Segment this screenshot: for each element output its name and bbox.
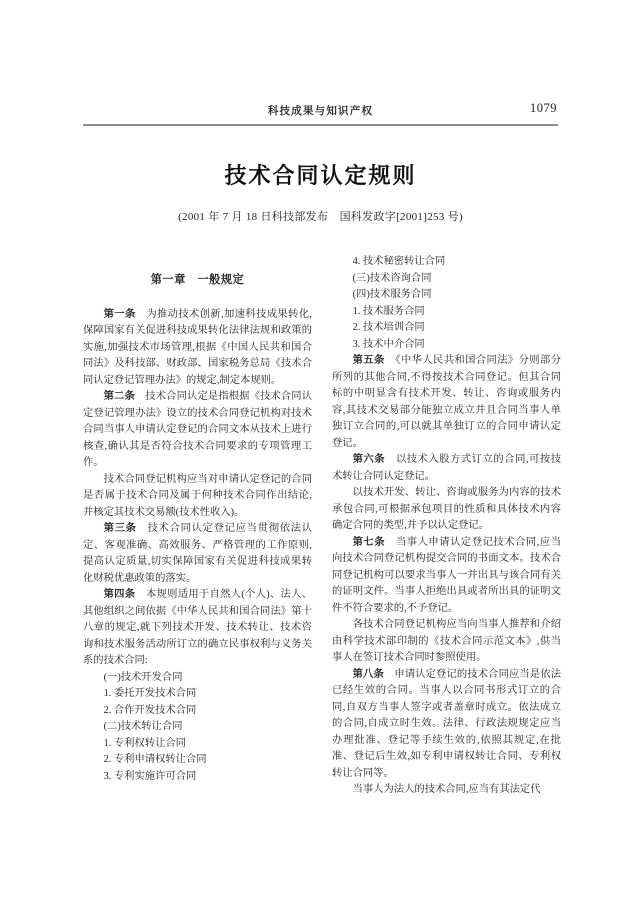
article-label: 第四条 xyxy=(103,589,146,600)
list-item: (三)技术咨询合同 xyxy=(352,272,432,284)
running-header-title: 科技成果与知识产权 xyxy=(267,105,374,117)
paragraph-text: 申请认定登记的技术合同应当是依法已经生效的合同。当事人以合同书形式订立的合同,自双方当事人签字或者盖章时成立。依法成立的合同,自成立时生效。法律、行政法规规定应当办理批准、登记等手续生效的,依照其规定,在批准、登记后生效,如专利申请权转让合同、专利权转让合同等。 xyxy=(332,668,562,779)
list-item: 3. 技术中介合同 xyxy=(352,338,425,350)
chapter-heading: 第一章 一般规定 xyxy=(150,274,245,286)
article-paragraph xyxy=(332,782,561,799)
paragraph-text: 为推动技术创新,加速科技成果转化,保障国家有关促进科技成果转化法律法规和政策的实施,加强技术市场管理,根据《中国人民共和国合同法》及科技部、财政部、国家税务总局《技术合同认定登记管理办法》的规定,制定本规则。 xyxy=(83,308,313,386)
paragraph-text: 技术合同认定是指根据《技术合同认定登记管理办法》设立的技术合同登记机构对技术合同当事人申请认定登记的合同文本从技术上进行核查,确认其是否符合技术合同要求的专项管理工作。 xyxy=(83,391,313,468)
list-item: (四)技术服务合同 xyxy=(352,289,432,300)
article-label: 第三条 xyxy=(103,523,148,534)
document-issuance-line: (2001 年 7 月 18 日科技部发布 国科发政字[2001]253 号) xyxy=(178,211,463,223)
article-label: 第七条 xyxy=(352,536,396,548)
paragraph-text: 技术合同登记机构应当对申请认定登记的合同是否属于技术合同及属于何种技术合同作出结论,并核定其技术交易额(技术性收入)。 xyxy=(83,473,312,518)
paragraph-text: 《中华人民共和国合同法》分则部分所列的其他合同,不得按技术合同登记。但其合同标的中明显含有技术开发、转让、咨询或服务内容,其技术交易部分能独立成立并且合同当事人单独订立合同的,可以就其单独订立的合同申请认定登记。 xyxy=(332,355,561,449)
list-item: (二)技术转让合同 xyxy=(103,721,183,732)
paragraph-text: 技术合同认定登记应当贯彻依法认定、客观准确、高效服务、严格管理的工作原则,提高认定质量,切实保障国家有关促进科技成果转化财税优惠政策的落实。 xyxy=(83,523,313,584)
paragraph-text: 以技术入股方式订立的合同,可按技术转让合同认定登记。 xyxy=(332,454,562,482)
list-item: 1. 专利权转让合同 xyxy=(103,737,186,749)
list-item: 2. 技术培训合同 xyxy=(352,322,425,333)
list-item: 1. 委托开发技术合同 xyxy=(103,688,197,699)
list-item: 3. 专利实施许可合同 xyxy=(103,770,197,782)
article-paragraph xyxy=(332,535,561,618)
article-paragraph xyxy=(83,389,312,472)
paragraph-text: 当事人申请认定登记技术合同,应当向技术合同登记机构提交合同的书面文本。技术合同登记机构可以要求当事人一并出具与该合同有关的证明文件。当事人拒绝出具或者所出具的证明文件不符合要求的,不予登记。 xyxy=(332,536,562,614)
running-header xyxy=(83,101,558,121)
list-item: (一)技术开发合同 xyxy=(103,671,183,683)
article-paragraph xyxy=(83,521,312,587)
article-paragraph xyxy=(83,307,312,390)
article-paragraph xyxy=(332,452,561,485)
paragraph-text: 本规则适用于自然人(个人)、法人、其他组织之间依据《中华人民共和国合同法》第十八章的规定,就下列技术开发、技术转让、技术咨询和技术服务活动所订立的确立民事权利与义务关系的技术合同: xyxy=(83,589,313,666)
article-label: 第六条 xyxy=(352,454,396,465)
list-item: 4. 技术秘密转让合同 xyxy=(352,256,446,267)
list-item: 2. 合作开发技术合同 xyxy=(103,704,197,716)
article-label: 第二条 xyxy=(103,391,146,402)
article-paragraph xyxy=(332,485,561,535)
list-item: 1. 技术服务合同 xyxy=(352,305,425,317)
article-paragraph xyxy=(83,472,312,522)
left-column xyxy=(83,272,312,785)
paragraph-text: 当事人为法人的技术合同,应当有其法定代 xyxy=(352,784,541,795)
page-number: 1079 xyxy=(530,101,557,115)
list-item: 2. 专利申请权转让合同 xyxy=(103,754,207,765)
right-column xyxy=(332,254,561,799)
article-label: 第五条 xyxy=(352,355,396,366)
article-label: 第一条 xyxy=(103,308,147,320)
article-paragraph xyxy=(332,667,561,783)
article-paragraph xyxy=(332,617,561,667)
header-rule xyxy=(83,124,558,126)
article-label: 第八条 xyxy=(352,668,395,680)
article-paragraph xyxy=(332,353,561,452)
paragraph-text: 各技术合同登记机构应当向当事人推荐和介绍由科学技术部印制的《技术合同示范文本》,供当事人在签订技术合同时参照使用。 xyxy=(332,619,561,663)
paragraph-text: 以技术开发、转让、咨询或服务为内容的技术承包合同,可根据承包项目的性质和具体技术内容确定合同的类型,并予以认定登记。 xyxy=(332,487,561,531)
article-paragraph xyxy=(83,587,312,670)
document-title: 技术合同认定规则 xyxy=(224,163,417,188)
